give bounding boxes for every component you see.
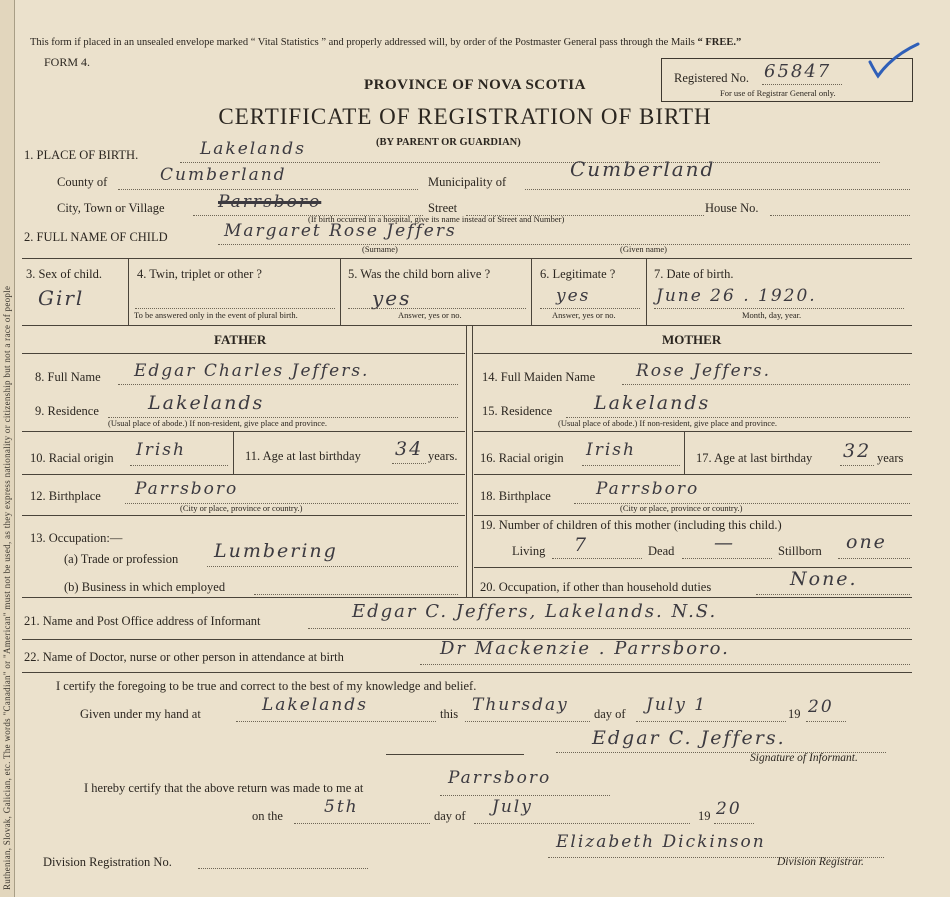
father-heading: FATHER [214,332,267,347]
form-number: FORM 4. [44,55,91,69]
alive-label: 5. Was the child born alive ? [348,267,491,281]
mother-occupation-label: 20. Occupation, if other than household duties [480,580,712,594]
registered-number: 65847 [764,61,832,82]
twin-label: 4. Twin, triplet or other ? [137,267,262,281]
sex-value: Girl [38,286,85,310]
mother-birthplace-label: 18. Birthplace [480,489,551,503]
registrar-signature: Elizabeth Dickinson [556,832,766,852]
on-the-label: on the [252,809,283,823]
certificate-title: CERTIFICATE OF REGISTRATION OF BIRTH [218,104,712,129]
doctor-value: Dr Mackenzie . Parrsboro. [440,638,730,659]
given-day: Thursday [472,695,569,715]
father-residence-note: (Usual place of abode.) If non-resident, give place and province. [108,418,328,428]
children-label: 19. Number of children of this mother (including this child.) [480,518,782,532]
living-value: 7 [574,534,589,556]
mail-notice [30,37,741,48]
division-registration-label: Division Registration No. [43,855,172,869]
side-strip [0,0,15,897]
legitimate-value: yes [556,286,591,306]
father-name-value: Edgar Charles Jeffers. [134,361,370,381]
legitimate-label: 6. Legitimate ? [540,267,616,281]
father-residence-label: 9. Residence [35,404,99,418]
mother-residence-value: Lakelands [594,392,711,414]
legitimate-note: Answer, yes or no. [552,310,616,320]
mother-residence-label: 15. Residence [482,404,553,418]
trade-value: Lumbering [214,540,338,562]
father-age-unit: years. [428,449,458,463]
registrar-month: July [492,797,533,817]
mother-birthplace-note: (City or place, province or country.) [620,503,743,513]
registrar-place: Parrsboro [448,768,552,788]
father-birthplace-note: (City or place, province or country.) [180,503,303,513]
mother-birthplace-value: Parrsboro [596,479,700,499]
given-month: July 1 [646,695,708,715]
mother-age-value: 32 [843,440,872,462]
mother-age-label: 17. Age at last birthday [696,451,813,465]
alive-note: Answer, yes or no. [398,310,462,320]
mother-name-label: 14. Full Maiden Name [482,370,596,384]
mother-racial-label: 16. Racial origin [480,451,564,465]
mail-notice-text: This form if placed in an unsealed envelope marked “ Vital Statistics ” and properly addressed will, by order of the Postmaster General pass through the Mails [30,37,695,48]
given-name-note: (Given name) [620,244,667,254]
stillborn-label: Stillborn [778,544,822,558]
mother-occupation-value: None. [790,568,858,590]
doctor-label: 22. Name of Doctor, nurse or other person in attendance at birth [24,650,344,664]
mother-heading: MOTHER [662,332,722,347]
informant-signature: Edgar C. Jeffers. [592,727,786,749]
dob-label: 7. Date of birth. [654,267,734,281]
father-name-label: 8. Full Name [35,370,101,384]
given-year-prefix: 19 [788,707,801,721]
county-label: County of [57,175,108,189]
child-name-value: Margaret Rose Jeffers [224,221,457,241]
mother-name-value: Rose Jeffers. [636,361,771,381]
father-age-value: 34 [395,438,424,460]
registrar-statement: I hereby certify that the above return was made to me at [84,781,364,795]
registrar-year-prefix: 19 [698,809,711,823]
father-racial-value: Irish [136,440,186,460]
dob-value: June 26 . 1920. [656,286,817,306]
sex-label: 3. Sex of child. [26,267,103,281]
mail-notice-free: “ FREE.” [697,37,742,48]
dead-label: Dead [648,544,675,558]
father-birthplace-label: 12. Birthplace [30,489,101,503]
registered-label: Registered No. [674,71,749,85]
municipality-label: Municipality of [428,175,507,189]
dead-value: — [714,532,735,554]
father-racial-label: 10. Racial origin [30,451,114,465]
registrar-signature-label: Division Registrar. [777,856,864,868]
surname-note: (Surname) [362,244,398,254]
alive-value: yes [372,286,412,310]
province-title: PROVINCE OF NOVA SCOTIA [364,77,586,93]
father-age-label: 11. Age at last birthday [245,449,361,463]
living-label: Living [512,544,546,558]
dob-note: Month, day, year. [742,310,802,320]
child-name-label: 2. FULL NAME OF CHILD [24,230,168,244]
side-note: Ruthenian, Slovak, Galician, etc. The words "Canadian" or "American" must not be used, as they express nationality or citizenship but not a race of people [2,285,12,890]
given-year: 20 [808,697,834,717]
trade-label: (a) Trade or profession [64,552,179,566]
registrar-year: 20 [716,799,742,819]
municipality-value: Cumberland [570,157,716,181]
this-label: this [440,707,459,721]
given-label: Given under my hand at [80,707,201,721]
registrar-day: 5th [324,797,359,817]
county-value: Cumberland [160,165,287,185]
mother-racial-value: Irish [586,440,636,460]
business-label: (b) Business in which employed [64,580,226,594]
hospital-note: (If birth occurred in a hospital, give its name instead of Street and Number) [308,214,565,224]
stillborn-value: one [846,531,887,553]
registered-note: For use of Registrar General only. [720,88,836,98]
informant-label: 21. Name and Post Office address of Informant [24,614,261,628]
house-label: House No. [705,201,759,215]
certificate-subtitle: (BY PARENT OR GUARDIAN) [376,137,521,148]
day-of-label: day of [594,707,626,721]
certify-statement: I certify the foregoing to be true and correct to the best of my knowledge and belief. [56,679,477,693]
twin-note: To be answered only in the event of plural birth. [134,310,298,320]
informant-signature-label: Signature of Informant. [750,752,858,764]
street-label: Street [428,201,458,215]
place-of-birth-label: 1. PLACE OF BIRTH. [24,148,139,162]
city-label: City, Town or Village [57,201,165,215]
father-birthplace-value: Parrsboro [135,479,239,499]
father-residence-value: Lakelands [148,392,265,414]
place-of-birth-value: Lakelands [200,139,306,159]
mother-residence-note: (Usual place of abode.) If non-resident, give place and province. [558,418,778,428]
father-occupation-label: 13. Occupation:— [30,531,123,545]
given-place: Lakelands [262,695,368,715]
mother-age-unit: years [877,451,904,465]
registrar-day-of-label: day of [434,809,466,823]
informant-value: Edgar C. Jeffers, Lakelands. N.S. [352,601,718,622]
city-value: Parrsboro [218,192,322,212]
